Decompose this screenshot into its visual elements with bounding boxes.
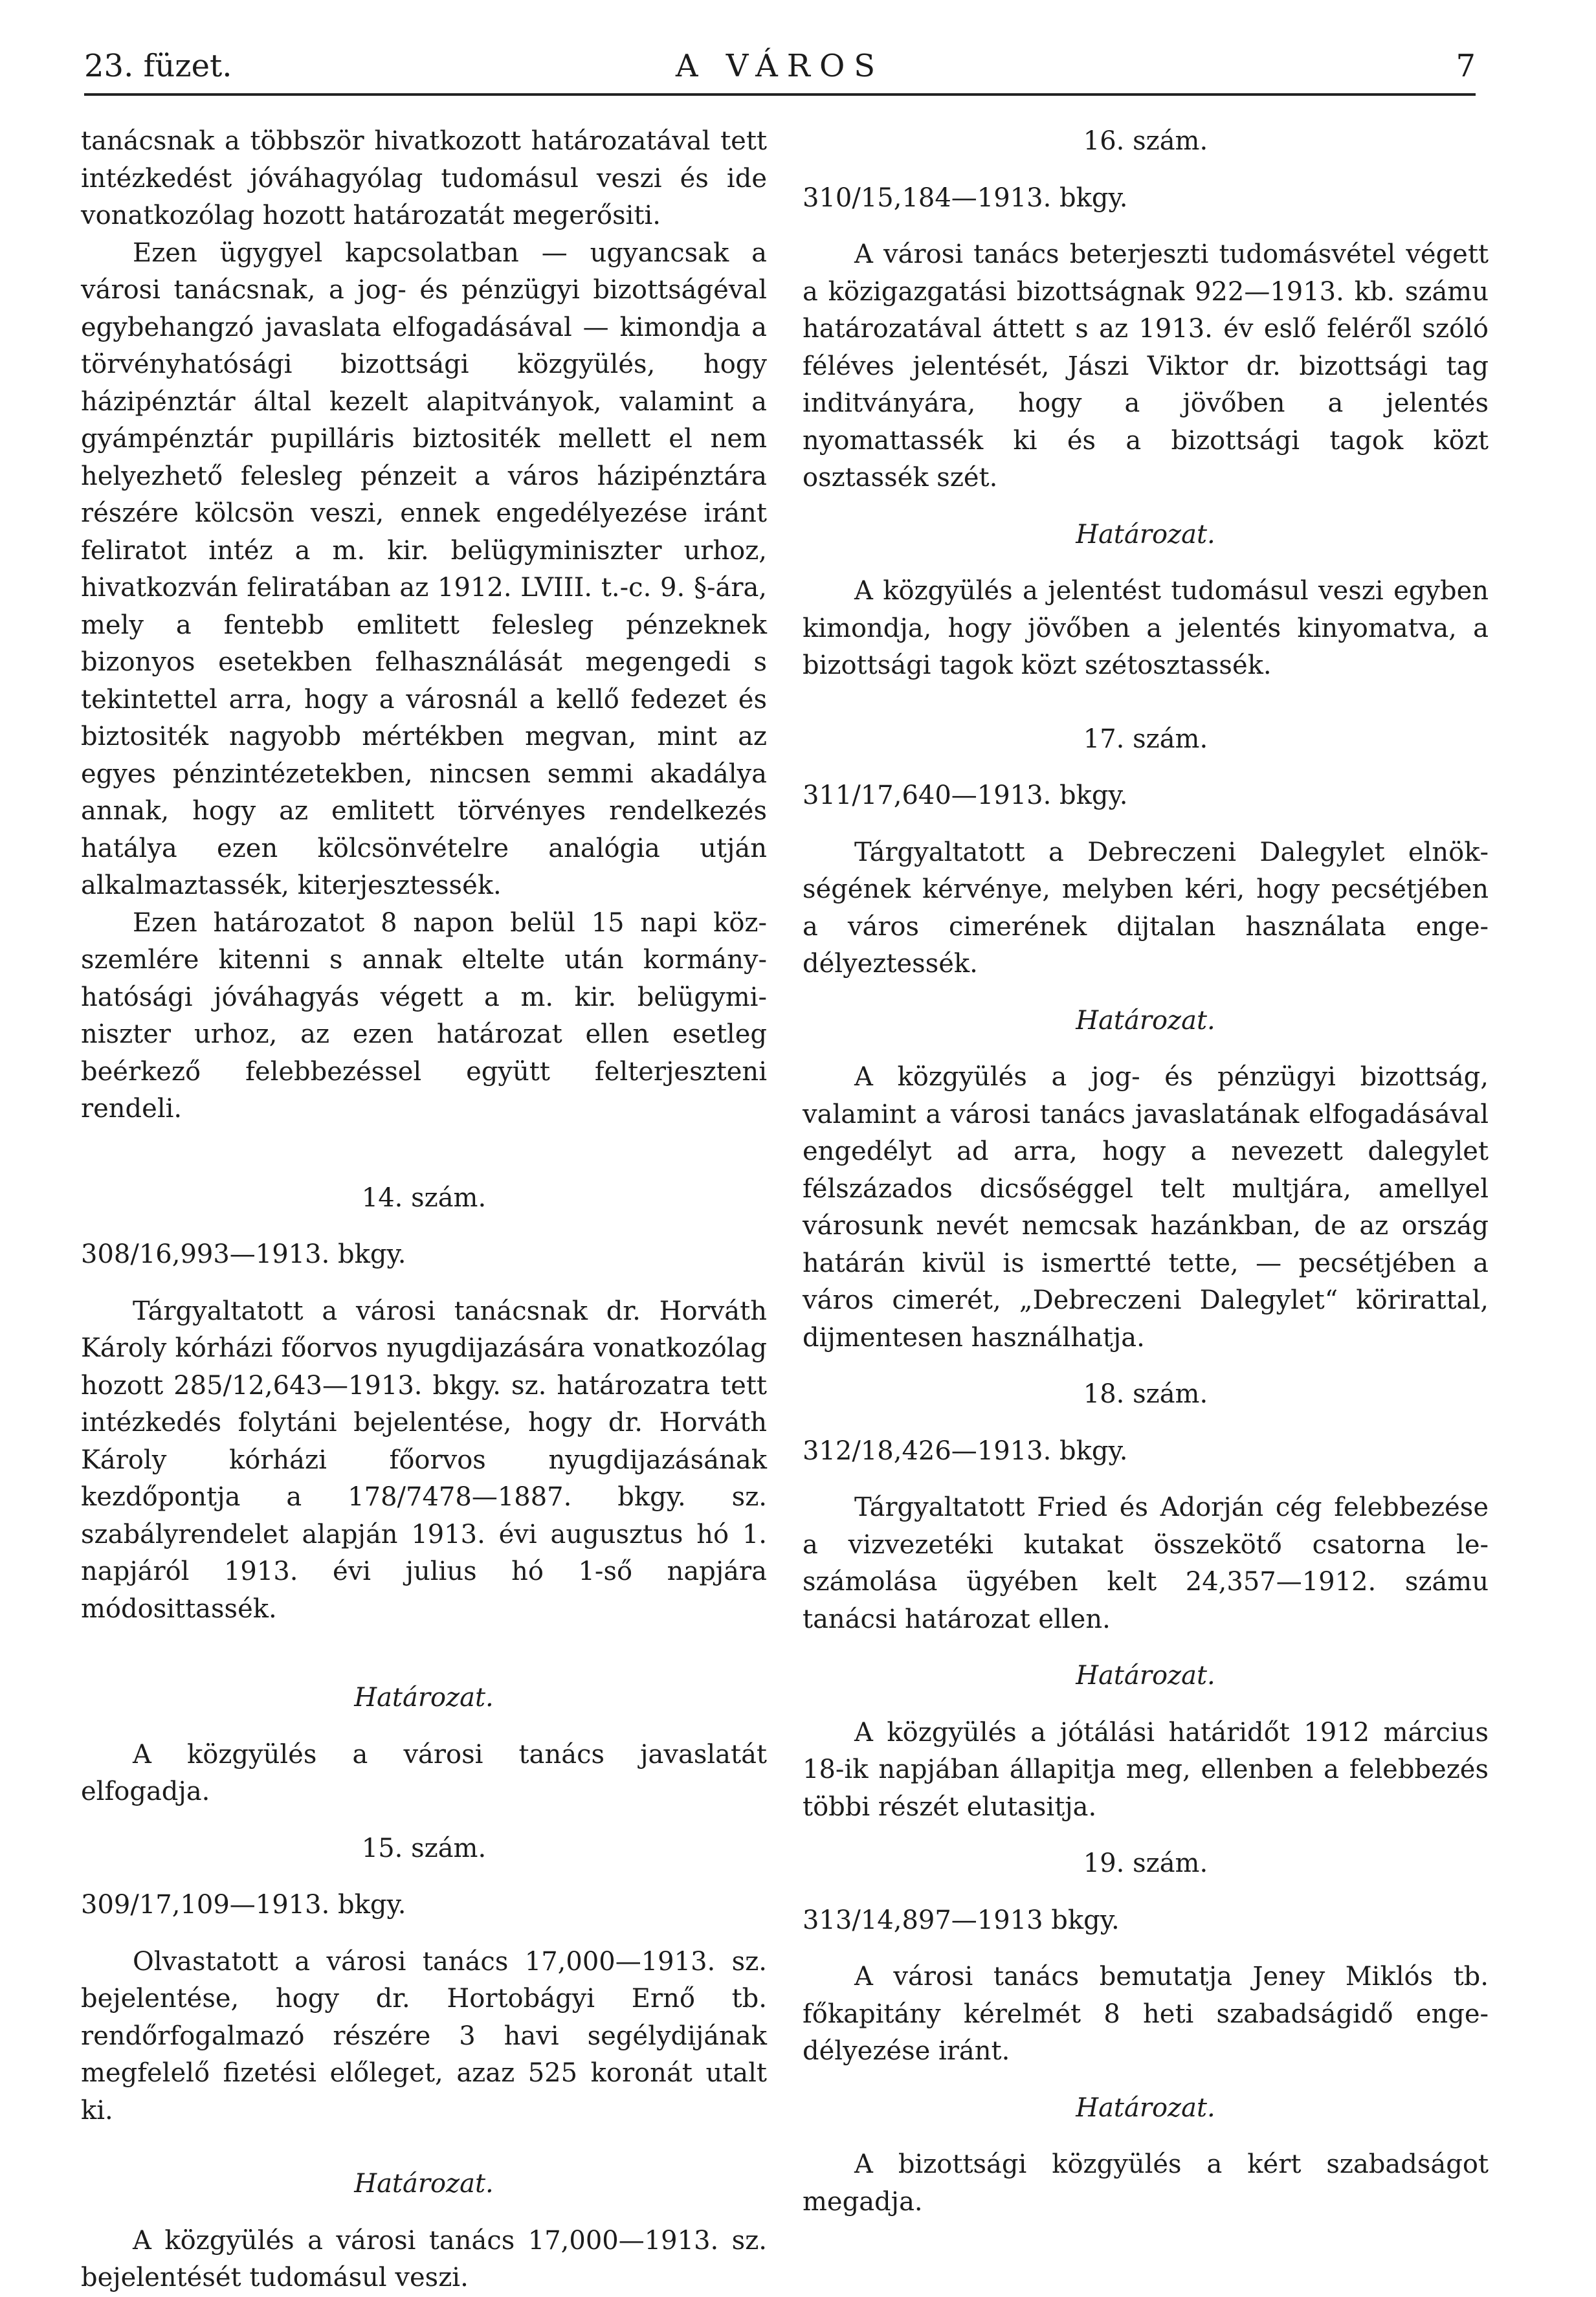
page-number: 7 xyxy=(1456,48,1476,84)
running-header xyxy=(84,39,1476,96)
reference-17: 311/17,640—1913. bkgy. xyxy=(803,781,1128,810)
resolution-text: A közgyülés a jótálási határidőt 1912 március 18-ik napjában állapitja meg, ellenben a felebbezés többi részét elutasitja. xyxy=(803,1717,1489,1822)
item-number-18: 18. szám. xyxy=(1083,1379,1208,1409)
item-number-17: 17. szám. xyxy=(1083,724,1208,754)
right-column xyxy=(803,123,1489,2221)
paragraph-continuation: tanácsnak a többször hivatkozott határozatával tett intézkedést jóváhagyólag tudomásul veszi és ide vonatkozólag hozott határozatát megerősiti. xyxy=(81,126,767,230)
reference-15: 309/17,109—1913. bkgy. xyxy=(81,1890,406,1920)
resolution-heading: Határozat. xyxy=(1076,1661,1215,1691)
resolution-heading: Határozat. xyxy=(354,2169,494,2199)
reference-19: 313/14,897—1913 bkgy. xyxy=(803,1905,1120,1935)
resolution-heading: Határozat. xyxy=(1076,519,1215,549)
resolution-text: A közgyülés a városi tanács 17,000—1913. sz. bejelentését tudomásul veszi. xyxy=(81,2225,767,2292)
item-number-14: 14. szám. xyxy=(361,1182,487,1213)
paragraph: Olvastatott a városi tanács 17,000—1913. sz. bejelentése, hogy dr. Hortobágyi Ernő tb. rendőrfogalmazó részére 3 havi segélydijának megfelelő fizetési előleget, azaz 525 koronát utalt ki. xyxy=(81,1946,767,2125)
paragraph: A városi tanács beterjeszti tudomásvétel végett a közigazgatási bizottságnak 922—1913. kb. számu határozatával áttett s az 1913. év eslő feléről szóló féléves jelentését, Jászi Viktor dr. bizottsági tag inditványára, hogy a jövőben a jelentés nyomattassék ki és a bizottsági tagok közt osztassék szét. xyxy=(803,239,1489,493)
reference-14: 308/16,993—1913. bkgy. xyxy=(81,1239,406,1269)
reference-16: 310/15,184—1913. bkgy. xyxy=(803,183,1128,213)
resolution-heading: Határozat. xyxy=(1076,1005,1215,1036)
item-number-15: 15. szám. xyxy=(361,1833,487,1863)
issue-number: 23. füzet. xyxy=(84,48,232,84)
paragraph: Tárgyaltatott a városi tanácsnak dr. Horváth Károly kórházi főorvos nyugdijazására vonatkozólag hozott 285/12,643—1913. bkgy. sz. határozatra tett intézkedés folytáni bejelentése, hogy dr. Horváth Károly kórházi főorvos nyugdijazásának kezdőpontja a 178/7478—1887. bkgy. sz. szabályrendelet alapján 1913. évi augusztus hó 1. napjáról 1913. évi julius hó 1-ső napjára módosittassék. xyxy=(81,1296,767,1624)
paragraph: A városi tanács bemutatja Jeney Miklós tb. főkapitány kérelmét 8 heti szabadságidő engedélyezése iránt. xyxy=(803,1962,1489,2066)
item-number-16: 16. szám. xyxy=(1083,126,1208,156)
journal-title: A VÁROS xyxy=(675,48,885,84)
item-number-19: 19. szám. xyxy=(1083,1848,1208,1878)
resolution-heading: Határozat. xyxy=(1076,2092,1215,2123)
paragraph: Tárgyaltatott Fried és Adorján cég felebbezése a vizvezetéki kutakat összekötő csatorna leszámolása ügyében kelt 24,357—1912. számu tanácsi határozat ellen. xyxy=(803,1492,1489,1634)
resolution-text: A közgyülés a jelentést tudomásul veszi egyben kimondja, hogy jövőben a jelentés kinyomatva, a bizottsági tagok közt szétosztassék. xyxy=(803,576,1489,680)
reference-18: 312/18,426—1913. bkgy. xyxy=(803,1436,1128,1466)
paragraph: Ezen ügygyel kapcsolatban — ugyancsak a városi tanácsnak, a jog- és pénzügyi bizottságéval egybehangzó javaslata elfogadásával — kimondja a törvényhatósági bizottsági közgyülés, hogy házipénztár által kezelt alapitványok, valamint a gyámpénztár pupilláris biztositék mellett el nem helyezhető felesleg pénzeit a város házipénztára részére kölcsön veszi, ennek engedélyezése iránt feliratot intéz a m. kir. belügyminiszter urhoz, hivatkozván feliratában az 1912. LVIII. t.-c. 9. §-ára, mely a fentebb emlitett felesleg pénzeknek bizonyos esetekben felhasználását megengedi s tekintettel arra, hogy a városnál a kellő fedezet és biztositék nagyobb mértékben megvan, mint az egyes pénzintézetekben, nincsen semmi akadálya annak, hogy az emlitett törvényes rendelkezés hatálya ezen kölcsönvételre analógia utján alkalmaztassék, kiterjesztessék. xyxy=(81,238,767,900)
paragraph: Ezen határozatot 8 napon belül 15 napi közszemlére kitenni s annak eltelte után kormányhatósági jóváhagyás végett a m. kir. belügyminiszter urhoz, az ezen határozat ellen esetleg beérkező felebbezéssel együtt felterjeszteni rendeli. xyxy=(81,907,767,1124)
resolution-text: A bizottsági közgyülés a kért szabadságot megadja. xyxy=(803,2149,1489,2217)
resolution-text: A közgyülés a városi tanács javaslatát elfogadja. xyxy=(81,1739,767,1806)
resolution-heading: Határozat. xyxy=(354,1683,494,1713)
resolution-text: A közgyülés a jog- és pénzügyi bizottság, valamint a városi tanács javaslatának elfogadásával engedélyt ad arra, hogy a nevezett dalegylet félszázados dicsőséggel telt multjára, amellyel városunk nevét nemcsak hazánkban, de az ország határán kivül is ismertté tette, — pecsétjében a város cimerét, „Debreczeni Dalegylet“ körirattal, dijmentesen használhatja. xyxy=(803,1062,1489,1353)
paragraph: Tárgyaltatott a Debreczeni Dalegylet elnökségének kérvénye, melyben kéri, hogy pecsétjében a város cimerének dijtalan használata engedélyeztessék. xyxy=(803,837,1489,979)
left-column xyxy=(81,123,767,2297)
